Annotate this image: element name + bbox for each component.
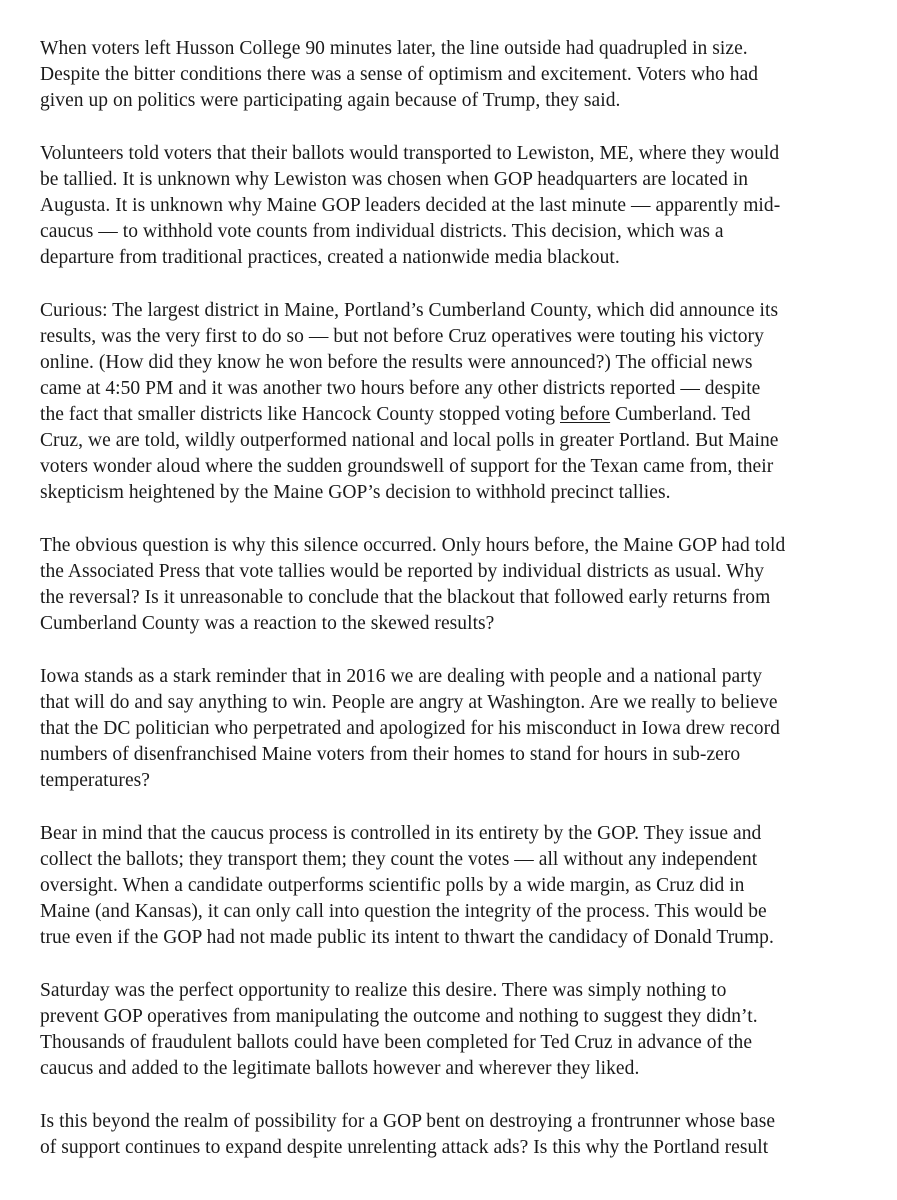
- text-line: skepticism heightened by the Maine GOP’s decision to withhold precinct tallies.: [40, 482, 671, 503]
- text-line: Cruz, we are told, wildly outperformed national and local polls in greater Portland. But Maine: [40, 430, 779, 451]
- text-line: of support continues to expand despite unrelenting attack ads? Is this why the Portland result: [40, 1137, 769, 1158]
- paragraph-husson-college: [40, 36, 870, 114]
- text-line: Maine (and Kansas), it can only call into question the integrity of the process. This would be: [40, 901, 767, 922]
- text-line: When voters left Husson College 90 minutes later, the line outside had quadrupled in size.: [40, 38, 748, 59]
- text-line: caucus and added to the legitimate ballots however and wherever they liked.: [40, 1058, 640, 1079]
- text-line: online. (How did they know he won before the results were announced?) The official news: [40, 352, 753, 373]
- paragraph-lewiston-ballots: [40, 141, 870, 271]
- text-line: that the DC politician who perpetrated and apologized for his misconduct in Iowa drew record: [40, 718, 780, 739]
- text-line-with-underline: [40, 402, 870, 428]
- text-line: Volunteers told voters that their ballots would transported to Lewiston, ME, where they would: [40, 143, 780, 164]
- text-line: prevent GOP operatives from manipulating the outcome and nothing to suggest they didn’t.: [40, 1006, 758, 1027]
- text-line: voters wonder aloud where the sudden groundswell of support for the Texan came from, their: [40, 456, 774, 477]
- text-line: oversight. When a candidate outperforms scientific polls by a wide margin, as Cruz did in: [40, 875, 745, 896]
- paragraph-saturday-opportunity: [40, 978, 870, 1082]
- paragraph-caucus-process: [40, 821, 870, 951]
- paragraph-realm-of-possibility: [40, 1109, 870, 1161]
- text-line: numbers of disenfranchised Maine voters from their homes to stand for hours in sub-zero: [40, 744, 741, 765]
- text-line: collect the ballots; they transport them; they count the votes — all without any independent: [40, 849, 758, 870]
- underlined-word: before: [560, 404, 611, 425]
- text-line: Curious: The largest district in Maine, Portland’s Cumberland County, which did announce its: [40, 300, 779, 321]
- text-segment: the fact that smaller districts like Hancock County stopped voting: [40, 404, 560, 425]
- text-segment: Cumberland. Ted: [610, 404, 751, 425]
- text-line: The obvious question is why this silence occurred. Only hours before, the Maine GOP had told: [40, 535, 786, 556]
- paragraph-silence-question: [40, 533, 870, 637]
- text-line: true even if the GOP had not made public its intent to thwart the candidacy of Donald Trump.: [40, 927, 774, 948]
- text-line: results, was the very first to do so — but not before Cruz operatives were touting his victory: [40, 326, 764, 347]
- text-line: the Associated Press that vote tallies would be reported by individual districts as usual. Why: [40, 561, 765, 582]
- text-line: departure from traditional practices, created a nationwide media blackout.: [40, 247, 620, 268]
- text-line: caucus — to withhold vote counts from individual districts. This decision, which was a: [40, 221, 724, 242]
- paragraph-iowa-reminder: [40, 664, 870, 794]
- article-body: [40, 36, 870, 1188]
- text-line: that will do and say anything to win. People are angry at Washington. Are we really to believe: [40, 692, 778, 713]
- text-line: be tallied. It is unknown why Lewiston was chosen when GOP headquarters are located in: [40, 169, 749, 190]
- text-line: Is this beyond the realm of possibility for a GOP bent on destroying a frontrunner whose base: [40, 1111, 776, 1132]
- text-line: Iowa stands as a stark reminder that in 2016 we are dealing with people and a national party: [40, 666, 763, 687]
- text-line: Saturday was the perfect opportunity to realize this desire. There was simply nothing to: [40, 980, 727, 1001]
- text-line: Thousands of fraudulent ballots could have been completed for Ted Cruz in advance of the: [40, 1032, 753, 1053]
- paragraph-cumberland-county: [40, 298, 870, 506]
- text-line: temperatures?: [40, 770, 151, 791]
- text-line: given up on politics were participating again because of Trump, they said.: [40, 90, 621, 111]
- text-line: came at 4:50 PM and it was another two hours before any other districts reported — despite: [40, 378, 761, 399]
- text-line: the reversal? Is it unreasonable to conclude that the blackout that followed early returns from: [40, 587, 771, 608]
- text-line: Despite the bitter conditions there was a sense of optimism and excitement. Voters who had: [40, 64, 759, 85]
- text-line: Cumberland County was a reaction to the skewed results?: [40, 613, 495, 634]
- text-line: Bear in mind that the caucus process is controlled in its entirety by the GOP. They issue and: [40, 823, 762, 844]
- text-line: Augusta. It is unknown why Maine GOP leaders decided at the last minute — apparently mid-: [40, 195, 781, 216]
